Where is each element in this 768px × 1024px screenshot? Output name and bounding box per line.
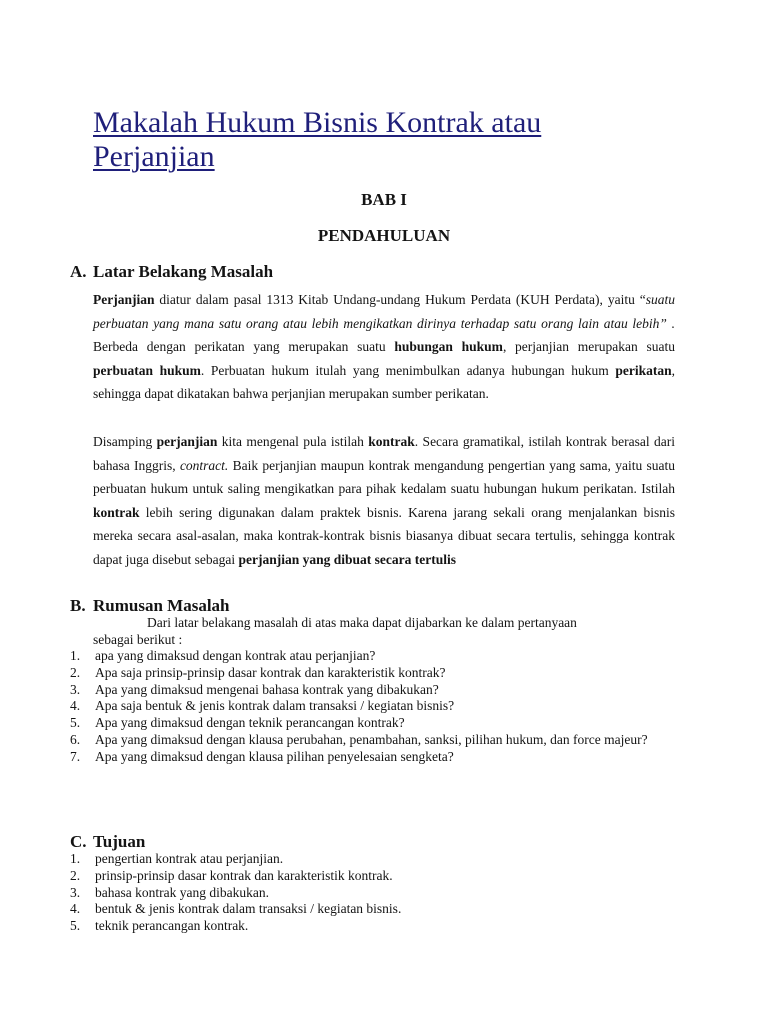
- list-item-number: 6.: [70, 731, 81, 747]
- list-item: [70, 901, 675, 918]
- list-item-number: 1.: [70, 851, 81, 866]
- section-b-heading: [70, 596, 230, 616]
- list-item: [70, 918, 675, 935]
- section-c-title: Tujuan: [93, 832, 146, 851]
- list-item-number: 4.: [70, 901, 81, 917]
- list-item-text: Apa yang dimaksud dengan teknik perancangan kontrak?: [95, 715, 405, 731]
- list-item-text: pengertian kontrak atau perjanjian.: [95, 851, 284, 866]
- term-perikatan: perikatan: [615, 362, 672, 378]
- section-a-letter: A.: [70, 262, 87, 281]
- section-a-title: Latar Belakang Masalah: [93, 262, 274, 281]
- list-item-text: prinsip-prinsip dasar kontrak dan karakteristik kontrak.: [95, 867, 393, 883]
- problem-list: [70, 648, 675, 766]
- list-item-text: bahasa kontrak yang dibakukan.: [95, 884, 269, 900]
- term-perjanjian: Perjanjian: [93, 292, 155, 307]
- section-c-letter: C.: [70, 832, 87, 851]
- list-item-number: 3.: [70, 681, 81, 697]
- list-item: [70, 851, 675, 868]
- list-item-text: Apa saja prinsip-prinsip dasar kontrak dan karakteristik kontrak?: [95, 664, 446, 680]
- objective-list: [70, 851, 675, 935]
- list-item: [70, 682, 675, 699]
- list-item-number: 4.: [70, 698, 81, 714]
- list-item-text: Apa saja bentuk & jenis kontrak dalam transaksi / kegiatan bisnis?: [95, 698, 455, 714]
- term-contract: contract.: [179, 457, 229, 473]
- list-item: [70, 868, 675, 885]
- list-item: [70, 715, 675, 732]
- list-item: [70, 648, 675, 665]
- list-item-number: 1.: [70, 648, 81, 663]
- term-perbuatan-hukum: perbuatan hukum: [93, 362, 201, 378]
- section-c-heading: [70, 832, 145, 852]
- definition-quote: suatu perbuatan yang mana satu orang atau lebih mengikatkan dirinya terhadap satu orang lain atau lebih” .: [93, 292, 675, 331]
- list-item: [70, 698, 675, 715]
- list-item-number: 3.: [70, 884, 81, 900]
- list-item-text: teknik perancangan kontrak.: [95, 918, 249, 934]
- list-item: [70, 732, 675, 749]
- list-item-number: 2.: [70, 664, 81, 680]
- list-item-text: bentuk & jenis kontrak dalam transaksi / kegiatan bisnis.: [95, 901, 402, 917]
- list-item-number: 2.: [70, 867, 81, 883]
- list-item-text: Apa yang dimaksud dengan klausa pilihan penyelesaian sengketa?: [95, 748, 454, 764]
- list-item-number: 5.: [70, 918, 81, 934]
- list-item-text: Apa yang dimaksud mengenai bahasa kontrak yang dibakukan?: [95, 681, 439, 697]
- chapter-number: BAB I: [361, 190, 407, 209]
- section-a-paragraph-1: Perjanjian diatur dalam pasal 1313 Kitab Undang-undang Hukum Perdata (KUH Perdata), yaitu “suatu perbuatan yang mana satu orang atau lebih mengikatkan dirinya terhadap satu orang lain atau lebih” . Berbeda dengan perikatan yang merupakan suatu hubungan hukum, perjanjian merupakan suatu perbuatan hukum. Perbuatan hukum itulah yang menimbulkan adanya hubungan hukum perikatan, sehingga dapat dikatakan bahwa perjanjian merupakan sumber perikatan.: [93, 292, 675, 401]
- list-item: [70, 885, 675, 902]
- list-item: [70, 665, 675, 682]
- chapter-title: PENDAHULUAN: [317, 226, 451, 245]
- term-perjanjian-2: perjanjian: [156, 434, 218, 449]
- list-item-text: Apa yang dimaksud dengan klausa perubahan, penambahan, sanksi, pilihan hukum, dan force majeur?: [95, 731, 648, 747]
- document-title: Makalah Hukum Bisnis Kontrak atau Perjanjian: [93, 106, 542, 173]
- list-item: [70, 749, 675, 766]
- section-a-paragraph-2: Disamping perjanjian kita mengenal pula istilah kontrak. Secara gramatikal, istilah kontrak berasal dari bahasa Inggris, contract. Baik perjanjian maupun kontrak mengandung pengertian yang sama, yaitu suatu perbuatan hukum untuk saling mengikatkan para pihak kedalam suatu hubungan hukum perikatan. Istilah kontrak lebih sering digunakan dalam praktek bisnis. Karena jarang sekali orang menjalankan bisnis mereka secara asal-asalan, maka kontrak-kontrak bisnis biasanya dibuat secara tertulis, sehingga kontrak dapat juga disebut sebagai perjanjian yang dibuat secara tertulis: [93, 434, 675, 567]
- list-item-number: 7.: [70, 748, 81, 764]
- section-b-intro: Dari latar belakang masalah di atas maka dapat dijabarkan ke dalam pertanyaan sebagai berikut :: [93, 615, 577, 647]
- term-kontrak-2: kontrak: [93, 504, 140, 520]
- term-perjanjian-tertulis: perjanjian yang dibuat secara tertulis: [238, 551, 456, 567]
- section-a-heading: [70, 262, 273, 282]
- section-b-title: Rumusan Masalah: [93, 596, 230, 615]
- term-hubungan-hukum: hubungan hukum: [394, 339, 503, 354]
- list-item-number: 5.: [70, 715, 81, 731]
- list-item-text: apa yang dimaksud dengan kontrak atau perjanjian?: [95, 648, 376, 663]
- term-kontrak: kontrak: [368, 434, 415, 449]
- section-b-letter: B.: [70, 596, 86, 615]
